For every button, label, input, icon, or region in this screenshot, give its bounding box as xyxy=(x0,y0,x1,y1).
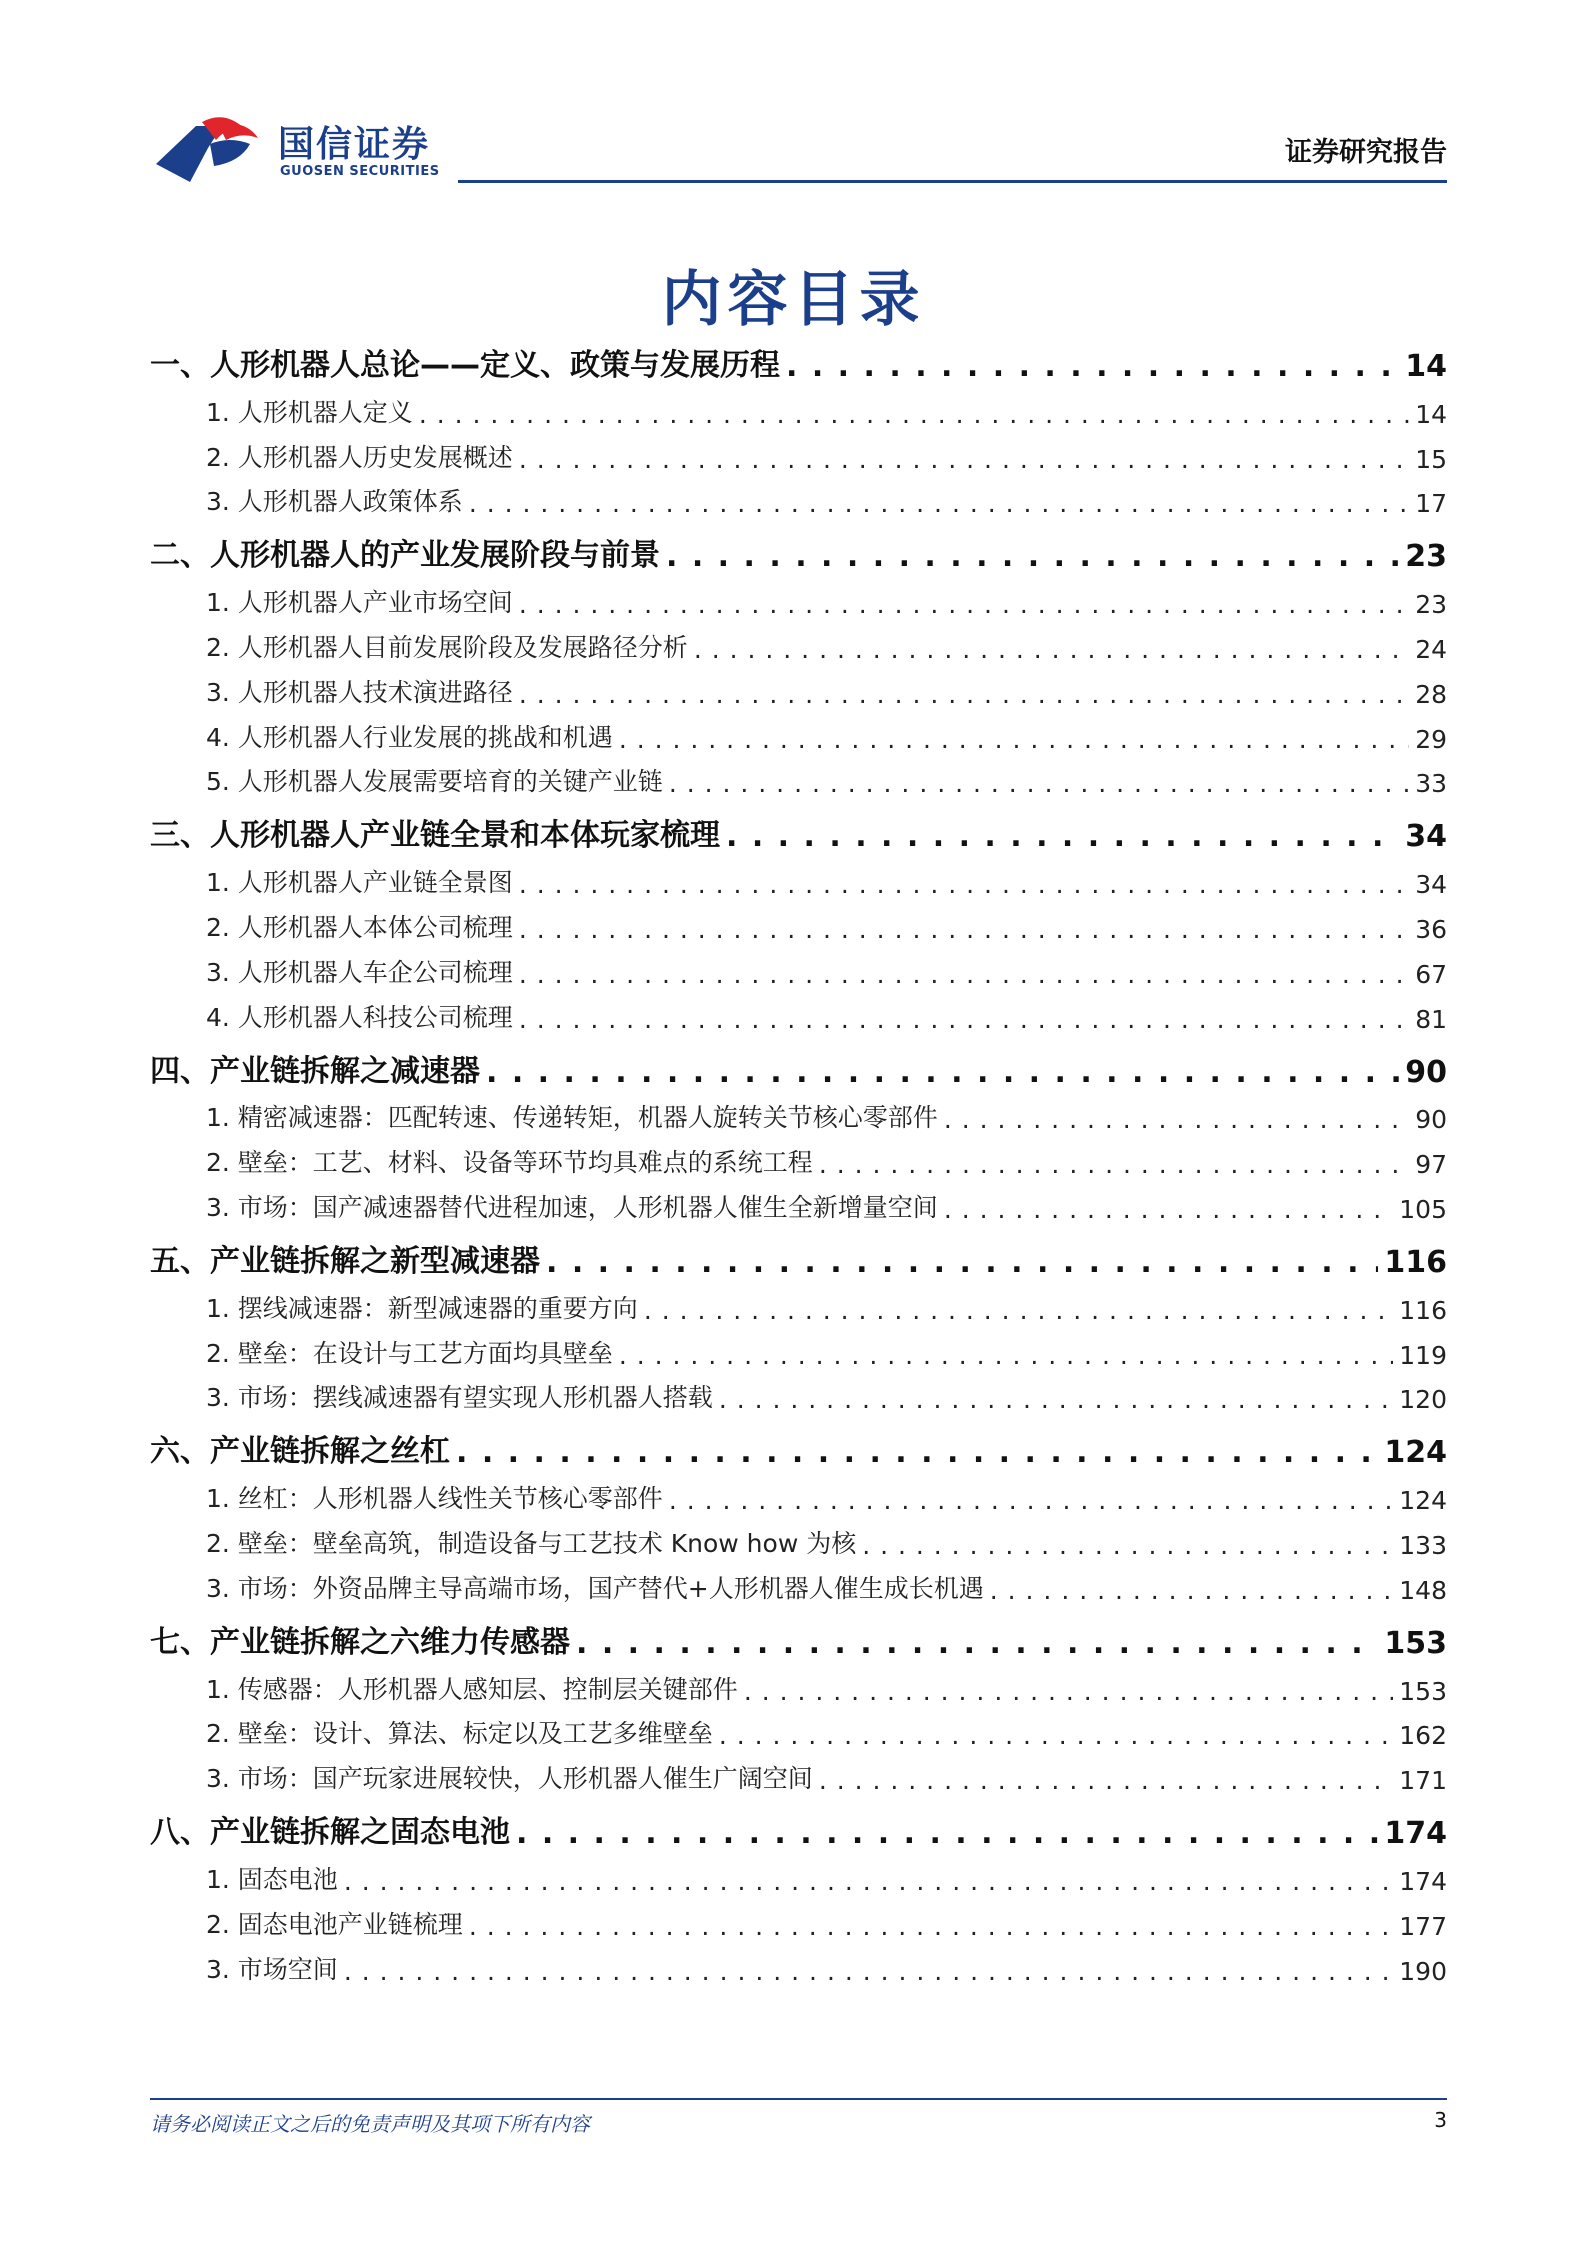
toc-entry-page: 90 xyxy=(1415,1105,1447,1135)
toc-entry-label: 3. 市场：摆线减速器有望实现人形机器人搭载 xyxy=(206,1383,713,1413)
toc-entry-page: 67 xyxy=(1415,959,1447,989)
toc-subsection-1-1[interactable] xyxy=(150,392,1447,437)
toc-entry-page: 34 xyxy=(1415,870,1447,900)
toc-entry-page: 174 xyxy=(1399,1866,1447,1896)
toc-entry-page: 34 xyxy=(1405,819,1447,855)
toc-entry-page: 15 xyxy=(1415,444,1447,474)
toc-section-7[interactable] xyxy=(150,1613,1447,1669)
toc-entry-label: 5. 人形机器人发展需要培育的关键产业链 xyxy=(206,767,663,797)
toc-section-6[interactable] xyxy=(150,1422,1447,1478)
toc-entry-label: 1. 摆线减速器：新型减速器的重要方向 xyxy=(206,1293,638,1323)
toc-section-8[interactable] xyxy=(150,1803,1447,1859)
toc-dot-leader xyxy=(516,1816,1378,1859)
toc-subsection-6-1[interactable] xyxy=(150,1478,1447,1523)
toc-subsection-2-4[interactable] xyxy=(150,717,1447,762)
toc-dot-leader xyxy=(819,1766,1393,1803)
toc-dot-leader xyxy=(669,1486,1393,1523)
toc-dot-leader xyxy=(576,1626,1378,1669)
toc-subsection-8-2[interactable] xyxy=(150,1904,1447,1949)
toc-entry-page: 23 xyxy=(1405,539,1447,575)
toc-entry-label: 二、人形机器人的产业发展阶段与前景 xyxy=(150,538,660,574)
toc-subsection-2-3[interactable] xyxy=(150,672,1447,717)
toc-dot-leader xyxy=(694,635,1409,672)
toc-dot-leader xyxy=(519,680,1409,717)
guosen-logo-icon xyxy=(150,114,270,184)
toc-dot-leader xyxy=(469,1912,1393,1949)
toc-subsection-2-5[interactable] xyxy=(150,762,1447,807)
toc-subsection-3-2[interactable] xyxy=(150,907,1447,952)
toc-dot-leader xyxy=(786,349,1399,392)
toc-dot-leader xyxy=(519,870,1409,907)
toc-entry-label: 3. 人形机器人政策体系 xyxy=(206,487,463,517)
header-divider xyxy=(458,180,1447,183)
toc-entry-page: 119 xyxy=(1399,1340,1447,1370)
toc-entry-label: 3. 市场：外资品牌主导高端市场，国产替代+人形机器人催生成长机遇 xyxy=(206,1573,984,1603)
toc-entry-page: 120 xyxy=(1399,1385,1447,1415)
toc-dot-leader xyxy=(719,1721,1393,1758)
toc-dot-leader xyxy=(344,1957,1393,1994)
toc-entry-page: 162 xyxy=(1399,1721,1447,1751)
toc-entry-page: 116 xyxy=(1384,1244,1447,1280)
toc-entry-page: 24 xyxy=(1415,634,1447,664)
toc-dot-leader xyxy=(619,725,1409,762)
toc-section-4[interactable] xyxy=(150,1042,1447,1098)
toc-subsection-7-3[interactable] xyxy=(150,1758,1447,1803)
toc-entry-label: 2. 固态电池产业链梳理 xyxy=(206,1909,463,1939)
table-of-contents xyxy=(150,336,1447,1994)
toc-entry-page: 29 xyxy=(1415,724,1447,754)
toc-subsection-2-2[interactable] xyxy=(150,627,1447,672)
toc-entry-label: 2. 壁垒：设计、算法、标定以及工艺多维壁垒 xyxy=(206,1719,713,1749)
toc-entry-page: 90 xyxy=(1405,1054,1447,1090)
toc-entry-page: 148 xyxy=(1399,1575,1447,1605)
toc-entry-label: 1. 丝杠：人形机器人线性关节核心零部件 xyxy=(206,1484,663,1514)
toc-dot-leader xyxy=(519,1005,1409,1042)
toc-entry-label: 三、人形机器人产业链全景和本体玩家梳理 xyxy=(150,818,720,854)
toc-entry-page: 133 xyxy=(1399,1530,1447,1560)
toc-entry-page: 36 xyxy=(1415,914,1447,944)
toc-entry-page: 14 xyxy=(1405,349,1447,384)
toc-dot-leader xyxy=(666,539,1399,582)
toc-entry-label: 1. 精密减速器：匹配转速、传递转矩，机器人旋转关节核心零部件 xyxy=(206,1103,938,1133)
toc-subsection-1-2[interactable] xyxy=(150,437,1447,482)
toc-entry-label: 2. 壁垒：工艺、材料、设备等环节均具难点的系统工程 xyxy=(206,1148,813,1178)
toc-subsection-7-2[interactable] xyxy=(150,1714,1447,1759)
page-header xyxy=(150,108,1447,186)
toc-dot-leader xyxy=(519,915,1409,952)
toc-entry-page: 171 xyxy=(1399,1766,1447,1796)
toc-entry-label: 1. 人形机器人产业链全景图 xyxy=(206,868,513,898)
toc-subsection-1-3[interactable] xyxy=(150,482,1447,527)
toc-entry-label: 2. 壁垒：壁垒高筑，制造设备与工艺技术 Know how 为核 xyxy=(206,1528,857,1558)
toc-subsection-5-2[interactable] xyxy=(150,1333,1447,1378)
page-number: 3 xyxy=(1434,2108,1447,2132)
toc-section-3[interactable] xyxy=(150,806,1447,862)
toc-subsection-8-1[interactable] xyxy=(150,1859,1447,1904)
toc-entry-page: 190 xyxy=(1399,1956,1447,1986)
toc-subsection-5-3[interactable] xyxy=(150,1378,1447,1423)
toc-entry-page: 105 xyxy=(1399,1194,1447,1224)
page-title: 内容目录 xyxy=(661,265,926,335)
toc-dot-leader xyxy=(819,1150,1409,1187)
toc-entry-label: 3. 市场空间 xyxy=(206,1954,338,1984)
toc-dot-leader xyxy=(719,1385,1393,1422)
toc-entry-page: 124 xyxy=(1399,1486,1447,1516)
toc-dot-leader xyxy=(456,1435,1378,1478)
toc-entry-label: 1. 人形机器人定义 xyxy=(206,397,413,427)
toc-entry-page: 174 xyxy=(1384,1816,1447,1852)
toc-section-5[interactable] xyxy=(150,1232,1447,1288)
toc-entry-page: 97 xyxy=(1415,1150,1447,1180)
toc-entry-label: 2. 人形机器人本体公司梳理 xyxy=(206,912,513,942)
toc-subsection-6-2[interactable] xyxy=(150,1523,1447,1568)
toc-entry-label: 3. 市场：国产玩家进展较快，人形机器人催生广阔空间 xyxy=(206,1764,813,1794)
toc-dot-leader xyxy=(944,1105,1409,1142)
toc-entry-label: 一、人形机器人总论——定义、政策与发展历程 xyxy=(150,348,780,383)
toc-dot-leader xyxy=(519,445,1409,482)
toc-dot-leader xyxy=(419,400,1409,437)
toc-entry-label: 2. 人形机器人目前发展阶段及发展路径分析 xyxy=(206,632,688,662)
toc-entry-page: 116 xyxy=(1399,1295,1447,1325)
toc-entry-page: 28 xyxy=(1415,679,1447,709)
toc-entry-page: 153 xyxy=(1384,1625,1447,1661)
toc-entry-page: 33 xyxy=(1415,769,1447,799)
toc-dot-leader xyxy=(862,1531,1393,1568)
toc-dot-leader xyxy=(519,590,1409,627)
toc-subsection-3-1[interactable] xyxy=(150,862,1447,907)
toc-entry-page: 17 xyxy=(1415,489,1447,519)
toc-dot-leader xyxy=(519,960,1409,997)
toc-dot-leader xyxy=(990,1576,1394,1613)
toc-subsection-8-3[interactable] xyxy=(150,1949,1447,1994)
toc-subsection-5-1[interactable] xyxy=(150,1288,1447,1333)
toc-subsection-4-3[interactable] xyxy=(150,1187,1447,1232)
toc-entry-page: 81 xyxy=(1415,1004,1447,1034)
toc-subsection-7-1[interactable] xyxy=(150,1669,1447,1714)
logo-text-en: GUOSEN SECURITIES xyxy=(280,164,440,179)
toc-dot-leader xyxy=(619,1341,1393,1378)
toc-entry-label: 1. 传感器：人形机器人感知层、控制层关键部件 xyxy=(206,1674,738,1704)
toc-entry-label: 2. 壁垒：在设计与工艺方面均具壁垒 xyxy=(206,1338,613,1368)
toc-entry-label: 4. 人形机器人行业发展的挑战和机遇 xyxy=(206,722,613,752)
toc-entry-page: 23 xyxy=(1415,590,1447,620)
toc-dot-leader xyxy=(469,489,1409,526)
toc-entry-label: 3. 人形机器人车企公司梳理 xyxy=(206,957,513,987)
toc-entry-page: 124 xyxy=(1384,1435,1447,1471)
toc-subsection-3-3[interactable] xyxy=(150,952,1447,997)
toc-entry-label: 2. 人形机器人历史发展概述 xyxy=(206,442,513,472)
toc-dot-leader xyxy=(944,1195,1393,1232)
toc-entry-label: 四、产业链拆解之减速器 xyxy=(150,1053,480,1089)
toc-entry-label: 3. 人形机器人技术演进路径 xyxy=(206,677,513,707)
toc-entry-label: 八、产业链拆解之固态电池 xyxy=(150,1815,510,1851)
footer-disclaimer: 请务必阅读正文之后的免责声明及其项下所有内容 xyxy=(150,2112,590,2136)
toc-entry-page: 177 xyxy=(1399,1911,1447,1941)
guosen-logo xyxy=(150,108,470,186)
toc-subsection-2-1[interactable] xyxy=(150,582,1447,627)
toc-dot-leader xyxy=(486,1055,1399,1098)
toc-entry-label: 1. 人形机器人产业市场空间 xyxy=(206,588,513,618)
report-type: 证券研究报告 xyxy=(1285,137,1447,168)
toc-dot-leader xyxy=(344,1867,1393,1904)
toc-subsection-3-4[interactable] xyxy=(150,997,1447,1042)
toc-dot-leader xyxy=(546,1245,1378,1288)
toc-dot-leader xyxy=(644,1296,1393,1333)
toc-entry-label: 七、产业链拆解之六维力传感器 xyxy=(150,1624,570,1660)
toc-dot-leader xyxy=(744,1677,1393,1714)
toc-section-1[interactable] xyxy=(150,336,1447,392)
footer-divider xyxy=(150,2098,1447,2100)
toc-entry-label: 3. 市场：国产减速器替代进程加速，人形机器人催生全新增量空间 xyxy=(206,1192,938,1222)
toc-dot-leader xyxy=(726,819,1399,862)
toc-entry-label: 1. 固态电池 xyxy=(206,1864,338,1894)
toc-section-2[interactable] xyxy=(150,526,1447,582)
toc-subsection-6-3[interactable] xyxy=(150,1568,1447,1613)
toc-subsection-4-1[interactable] xyxy=(150,1098,1447,1143)
toc-entry-page: 14 xyxy=(1415,399,1447,429)
toc-entry-label: 五、产业链拆解之新型减速器 xyxy=(150,1243,540,1279)
toc-entry-label: 六、产业链拆解之丝杠 xyxy=(150,1434,450,1470)
logo-text-cn: 国信证券 xyxy=(278,124,431,165)
toc-dot-leader xyxy=(669,769,1409,806)
toc-entry-label: 4. 人形机器人科技公司梳理 xyxy=(206,1002,513,1032)
toc-entry-page: 153 xyxy=(1399,1676,1447,1706)
toc-subsection-4-2[interactable] xyxy=(150,1142,1447,1187)
